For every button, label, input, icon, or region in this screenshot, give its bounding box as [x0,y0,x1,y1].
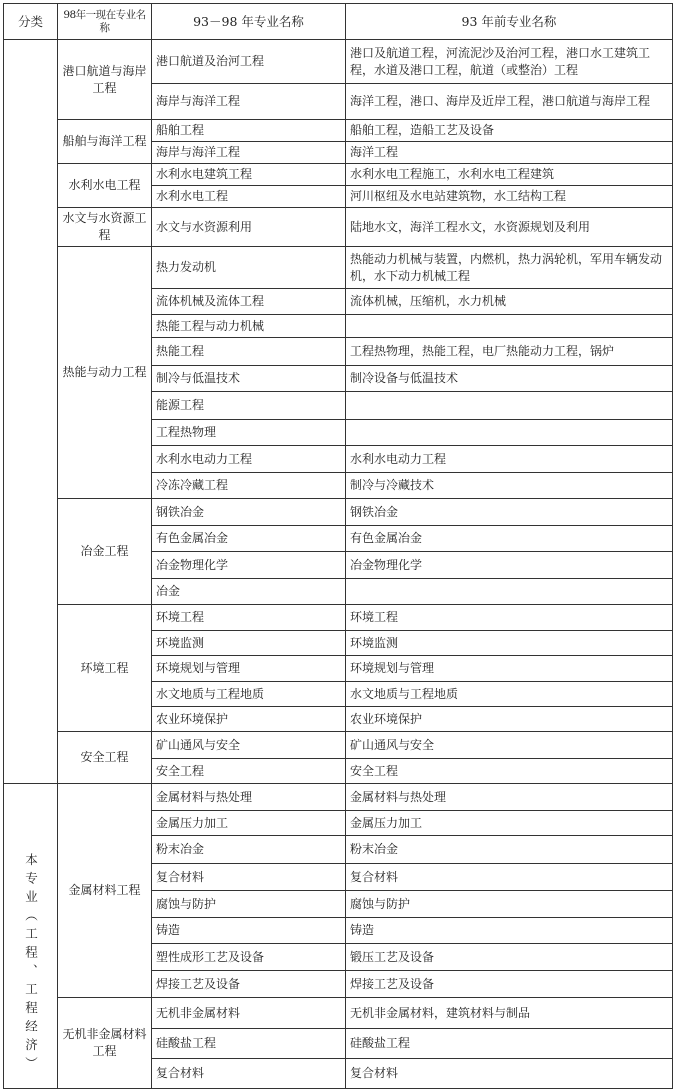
major-9398-cell: 能源工程 [152,392,346,420]
class-cell [4,784,58,1089]
major-9398-cell: 环境监测 [152,631,346,656]
major-9398-cell: 水文与水资源利用 [152,208,346,247]
major-pre93-cell: 工程热物理，热能工程，电厂热能动力工程，锅炉 [346,338,673,366]
major-9398-cell: 水利水电建筑工程 [152,164,346,186]
major-pre93-cell: 无机非金属材料，建筑材料与制品 [346,998,673,1029]
major-9398-cell: 制冷与低温技术 [152,366,346,392]
major-pre93-cell: 矿山通风与安全 [346,732,673,759]
major-pre93-cell: 金属压力加工 [346,811,673,836]
major-pre93-cell: 农业环境保护 [346,707,673,732]
major-pre93-cell: 环境规划与管理 [346,656,673,682]
category-cell: 热能与动力工程 [58,247,152,499]
major-pre93-cell: 铸造 [346,918,673,944]
major-pre93-cell: 流体机械，压缩机，水力机械 [346,289,673,315]
major-9398-cell: 无机非金属材料 [152,998,346,1029]
major-pre93-cell: 港口及航道工程，河流泥沙及治河工程，港口水工建筑工程，水道及港口工程，航道（或整治）工程 [346,40,673,84]
class-label: 本专业（工程、工程经济） [23,853,39,1075]
major-9398-cell: 腐蚀与防护 [152,891,346,918]
major-pre93-cell: 焊接工艺及设备 [346,971,673,998]
major-pre93-cell: 河川枢纽及水电站建筑物，水工结构工程 [346,186,673,208]
major-pre93-cell: 腐蚀与防护 [346,891,673,918]
major-pre93-cell: 海洋工程 [346,142,673,164]
major-9398-cell: 港口航道及治河工程 [152,40,346,84]
major-pre93-cell: 复合材料 [346,1059,673,1089]
major-9398-cell: 金属压力加工 [152,811,346,836]
category-cell: 安全工程 [58,732,152,784]
major-pre93-cell: 粉末冶金 [346,836,673,864]
major-pre93-cell: 制冷设备与低温技术 [346,366,673,392]
major-9398-cell: 农业环境保护 [152,707,346,732]
page [3,3,673,1089]
table-row [4,499,673,526]
category-cell: 水文与水资源工程 [58,208,152,247]
major-9398-cell: 铸造 [152,918,346,944]
major-pre93-cell: 冶金物理化学 [346,552,673,579]
header-class: 分类 [4,4,58,40]
major-pre93-cell: 钢铁冶金 [346,499,673,526]
category-cell: 船舶与海洋工程 [58,120,152,164]
major-9398-cell: 海岸与海洋工程 [152,142,346,164]
major-pre93-cell: 水利水电动力工程 [346,446,673,473]
major-9398-cell: 环境工程 [152,605,346,631]
major-pre93-cell: 水文地质与工程地质 [346,682,673,707]
major-pre93-cell: 制冷与冷藏技术 [346,473,673,499]
major-9398-cell: 水文地质与工程地质 [152,682,346,707]
major-9398-cell: 塑性成形工艺及设备 [152,944,346,971]
major-9398-cell: 流体机械及流体工程 [152,289,346,315]
header-9398-major: 93－98 年专业名称 [152,4,346,40]
major-9398-cell: 环境规划与管理 [152,656,346,682]
major-pre93-cell: 海洋工程，港口、海岸及近岸工程，港口航道与海岸工程 [346,84,673,120]
major-9398-cell: 焊接工艺及设备 [152,971,346,998]
class-cell-blank [4,40,58,784]
major-pre93-cell: 硅酸盐工程 [346,1029,673,1059]
table-row [4,120,673,142]
table-row [4,784,673,811]
major-pre93-cell [346,315,673,338]
major-pre93-cell: 热能动力机械与装置，内燃机，热力涡轮机，军用车辆发动机，水下动力机械工程 [346,247,673,289]
table-row [4,164,673,186]
major-9398-cell: 复合材料 [152,1059,346,1089]
major-pre93-cell: 有色金属冶金 [346,526,673,552]
major-9398-cell: 工程热物理 [152,420,346,446]
major-pre93-cell: 船舶工程，造船工艺及设备 [346,120,673,142]
major-9398-cell: 水利水电动力工程 [152,446,346,473]
major-pre93-cell: 锻压工艺及设备 [346,944,673,971]
major-9398-cell: 粉末冶金 [152,836,346,864]
major-pre93-cell: 环境监测 [346,631,673,656]
header-pre93-major: 93 年前专业名称 [346,4,673,40]
table-row [4,732,673,759]
major-9398-cell: 冶金物理化学 [152,552,346,579]
major-pre93-cell [346,392,673,420]
major-9398-cell: 热能工程 [152,338,346,366]
major-9398-cell: 矿山通风与安全 [152,732,346,759]
major-9398-cell: 海岸与海洋工程 [152,84,346,120]
major-pre93-cell: 金属材料与热处理 [346,784,673,811]
major-pre93-cell: 复合材料 [346,864,673,891]
category-cell: 港口航道与海岸工程 [58,40,152,120]
category-cell: 金属材料工程 [58,784,152,998]
major-pre93-cell [346,579,673,605]
category-cell: 环境工程 [58,605,152,732]
major-pre93-cell: 陆地水文，海洋工程水文，水资源规划及利用 [346,208,673,247]
major-9398-cell: 冷冻冷藏工程 [152,473,346,499]
major-pre93-cell: 水利水电工程施工，水利水电工程建筑 [346,164,673,186]
major-9398-cell: 船舶工程 [152,120,346,142]
major-9398-cell: 热力发动机 [152,247,346,289]
major-9398-cell: 安全工程 [152,759,346,784]
table-row [4,208,673,247]
major-pre93-cell [346,420,673,446]
major-pre93-cell: 安全工程 [346,759,673,784]
category-cell: 冶金工程 [58,499,152,605]
major-mapping-table [3,3,673,1089]
table-row [4,247,673,289]
table-header-row [4,4,673,40]
table-row [4,605,673,631]
major-9398-cell: 复合材料 [152,864,346,891]
major-9398-cell: 金属材料与热处理 [152,784,346,811]
major-9398-cell: 热能工程与动力机械 [152,315,346,338]
major-9398-cell: 钢铁冶金 [152,499,346,526]
header-current-major: 98年一现在专业名称 [58,4,152,40]
major-9398-cell: 水利水电工程 [152,186,346,208]
major-9398-cell: 冶金 [152,579,346,605]
major-9398-cell: 有色金属冶金 [152,526,346,552]
table-row [4,998,673,1029]
major-pre93-cell: 环境工程 [346,605,673,631]
major-9398-cell: 硅酸盐工程 [152,1029,346,1059]
table-row [4,40,673,84]
category-cell: 水利水电工程 [58,164,152,208]
category-cell: 无机非金属材料工程 [58,998,152,1089]
